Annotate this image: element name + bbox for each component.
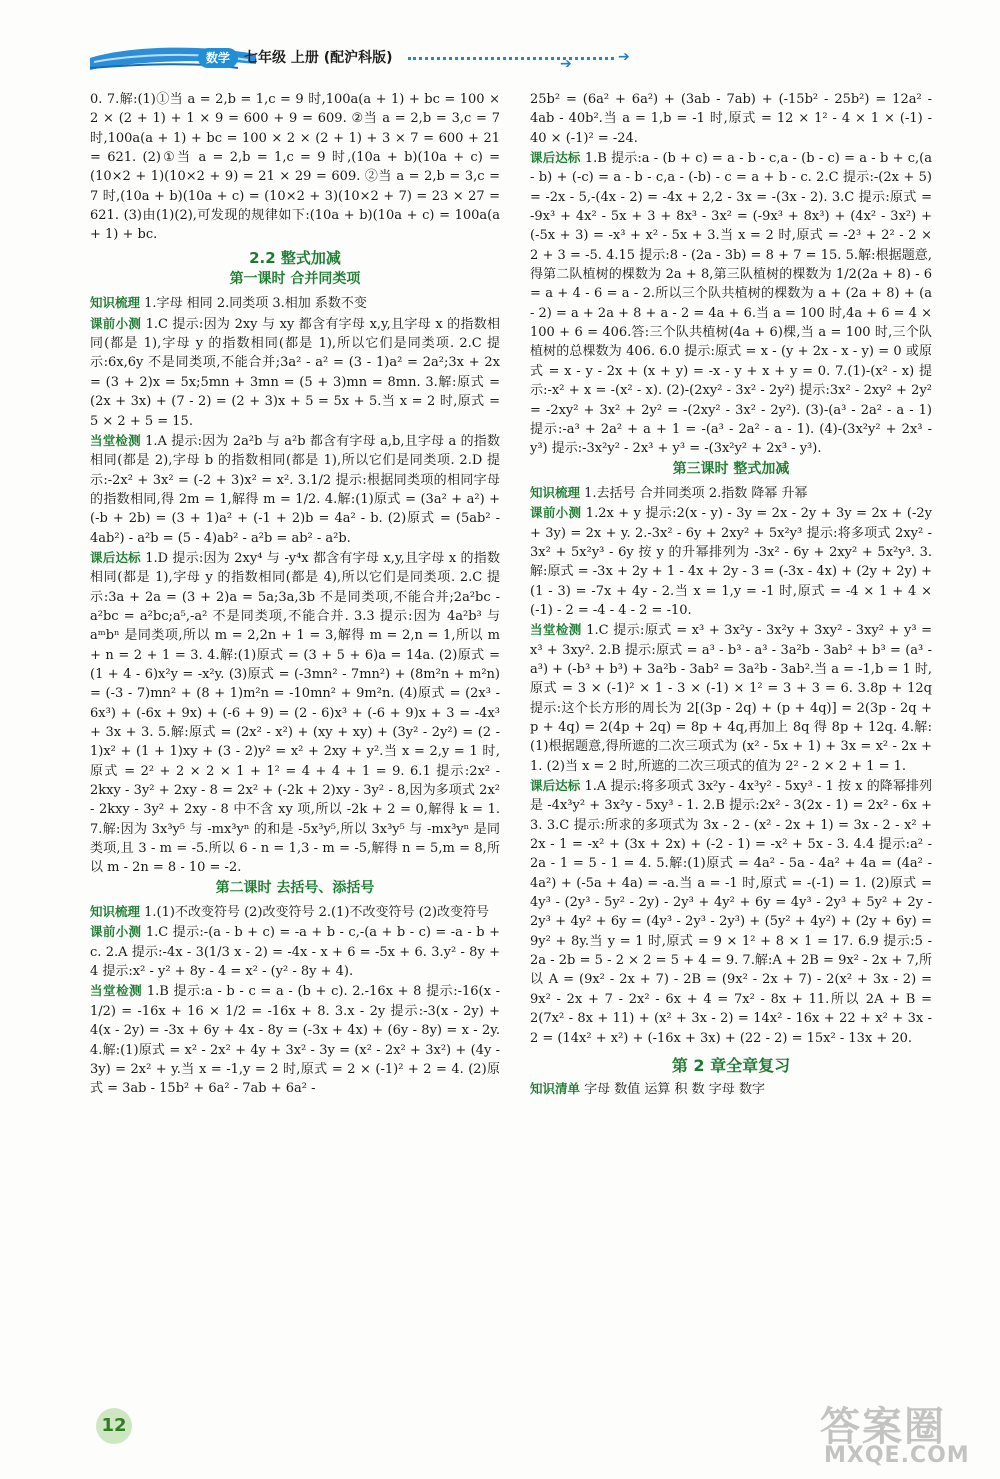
answer-paragraph	[530, 90, 932, 148]
section-label: 当堂检测	[90, 983, 143, 999]
answer-text: 1.D 提示:因为 2xy⁴ 与 -y⁴x 都含有字母 x,y,且字母 x 的指数相同(都是 1),字母 y 的指数相同(都是 4),所以它们是同类项. 2.C 提示:3a + 2a = (3 + 2)a = 5a;3a,3b 不是同类项,不能合并;2a²bc - a²bc = a²bc;a⁵,-a² 不是同类项,不能合并. 3.3 提示:因为 4a²b³ 与 aᵐbⁿ 是同类项,所以 m = 2,2n + 1 = 3,解得 m = 2,n = 1,所以 m + n = 2 + 1 = 3. 4.解:(1)原式 = (3 + 5 + 6)a = 14a. (2)原式 = (1 + 4 - 6)x²y = -x²y. (3)原式 = (-3mn² - 7mn²) + (8m²n + m²n) = (-3 - 7)mn² + (8 + 1)m²n = -10mn² + 9m²n. (4)原式 = (2x³ - 6x³) + (-6x + 9x) + (-6 + 9) = (2 - 6)x³ + (-6 + 9)x + 3 = -4x³ + 3x + 3. 5.解:原式 = (2x² - x²) + (xy + xy) + (3y² - 2y²) = (2 - 1)x² + (1 + 1)xy + (3 - 2)y² = x² + 2xy + y².当 x = 2,y = 1 时,原式 = 2² + 2 × 2 × 1 + 1² = 4 + 4 + 1 = 9. 6.1 提示:2x² - 2kxy - 3y² + 2xy - 8 = 2x² + (-2k + 2)xy - 3y² - 8,因为多项式 2x² - 2kxy - 3y² + 2xy - 8 中不含 xy 项,所以 -2k + 2 = 0,解得 k = 1. 7.解:因为 3x³y⁵ 与 -mx³yⁿ 的和是 -5x³y⁵,所以 3x³y⁵ 与 -mx³yⁿ 是同类项,且 3 - m = -5.所以 6 - n = 1,3 - m = -5,解得 n = 5,m = 8,所以 m - 2n = 8 - 10 = -2.	[90, 550, 500, 876]
answer-paragraph	[530, 776, 932, 1048]
answer-text: 1.A 提示:将多项式 3x²y - 4x³y² - 5xy³ - 1 按 x 的降幂排列是 -4x³y² + 3x²y - 5xy³ - 1. 2.B 提示:2x² - 3(2x - 1) = 2x² - 6x + 3. 3.C 提示:所求的多项式为 3x - 2 - (x² - 2x + 1) = 3x - 2 - x² + 2x - 1 = -x² + (3x + 2x) + (-2 - 1) = -x² + 5x - 3. 4.4 提示:a² - 2a - 1 = 5 - 1 = 4. 5.解:(1)原式 = 4a² - 5a - 4a² + 4a = (4a² - 4a²) + (-5a + 4a) = -a.当 a = -1 时,原式 = -(-1) = 1. (2)原式 = 4y³ - (2y³ - 5y² - 2y) - 2y³ + 4y² + 6y = 4y³ - 2y³ + 5y² + 2y - 2y³ + 4y² + 6y = (4y³ - 2y³ - 2y³) + (5y² + 4y²) + (2y + 6y) = 9y² + 8y.当 y = 1 时,原式 = 9 × 1² + 8 × 1 = 17. 6.9 提示:5 - 2a - 2b = 5 - 2 × 2 = 5 + 4 = 9. 7.解:A + 2B = 9x² - 2x + 7,所以 A = (9x² - 2x + 7) - 2B = (9x² - 2x + 7) - 2(x² + 3x - 2) = 9x² - 2x + 7 - 2x² - 6x + 4 = 7x² - 8x + 11.所以 2A + B = 2(7x² - 8x + 11) + (x² + 3x - 2) = 14x² - 16x + 22 + x² + 3x - 2 = (14x² + x²) + (-16x + 3x) + (22 - 2) = 15x² - 13x + 20.	[530, 779, 932, 1046]
answer-paragraph	[90, 548, 500, 878]
subject-badge: 数学	[198, 48, 238, 68]
right-column	[530, 90, 932, 1100]
answer-text: 1.2x + y 提示:2(x - y) - 3y = 2x - 2y + 3y = 2x + (-2y + 3y) = 2x + y. 2.-3x² - 6y + 2xy² + 5x²y³ 提示:将多项式 2xy² - 3x² + 5x²y³ - 6y 按 y 的升幂排列为 -3x² - 6y + 2xy² + 5x²y³. 3.解:原式 = -3x + 2y + 1 - 4x + 2y - 3 = (-3x - 4x) + (2y + 2y) + (1 - 3) = -7x + 4y - 2.当 x = 1,y = -1 时,原式 = -4 × 1 + 4 × (-1) - 2 = -4 - 4 - 2 = -10.	[530, 506, 932, 618]
answer-text: 1.字母 相同 2.同类项 3.相加 系数不变	[140, 296, 367, 312]
answer-paragraph	[530, 148, 932, 459]
section-label: 知识清单	[530, 1081, 581, 1097]
section-label: 课前小测	[90, 315, 142, 331]
answer-text: 字母 数值 运算 积 数 字母 数字	[580, 1082, 765, 1098]
answer-paragraph	[530, 620, 932, 776]
section-heading: 2.2 整式加减	[249, 248, 341, 267]
book-title: 七年级 上册 (配沪科版)	[244, 50, 393, 66]
answer-paragraph	[90, 922, 500, 981]
answer-text: 1.去括号 合并同类项 2.指数 降幂 升幂	[580, 485, 808, 501]
section-label: 课后达标	[530, 150, 581, 166]
lesson-heading: 第三课时 整式加减	[672, 460, 790, 477]
page-number: 12	[96, 1408, 132, 1444]
arrow-right-icon: ➔	[560, 56, 572, 72]
chapter-review-heading: 第 2 章全章复习	[671, 1055, 791, 1075]
arrow-right-icon: ➔	[618, 49, 630, 65]
answer-paragraph	[90, 981, 500, 1098]
answer-paragraph	[90, 314, 500, 431]
answer-text: 1.(1)不改变符号 (2)改变符号 2.(1)不改变符号 (2)改变符号	[140, 905, 490, 921]
lesson-heading: 第一课时 合并同类项	[229, 271, 361, 288]
answer-paragraph	[90, 90, 500, 245]
answer-text: 1.C 提示:原式 = x³ + 3x²y - 3x²y + 3xy² - 3xy² + y³ = x³ + 3xy². 2.B 提示:原式 = a³ - b³ - a³ - 3a²b - 3ab² + b³ = (a³ - a³) + (-b³ + b³) + 3a²b - 3ab² = 3a²b - 3ab².当 a = -1,b = 1 时,原式 = 3 × (-1)² × 1 - 3 × (-1) × 1² = 3 + 3 = 6. 3.8p + 12q 提示:这个长方形的周长为 2[(3p - 2q) + (p + 4q)] = 2(3p - 2q + p + 4q) = 2(4p + 2q) = 8p + 4q,再加上 8q 得 8p + 12q. 4.解:(1)根据题意,得所遮的二次三项式为 (x² - 5x + 1) + 3x = x² - 2x + 1. (2)当 x = 2 时,所遮的二次三项式的值为 2² - 2 × 2 + 1 = 1.	[530, 623, 932, 774]
answer-paragraph	[90, 431, 500, 548]
section-label: 知识梳理	[530, 484, 581, 500]
section-label: 课前小测	[90, 924, 142, 940]
watermark-logo	[820, 1395, 990, 1475]
answer-paragraph	[530, 503, 932, 620]
section-label: 当堂检测	[90, 432, 141, 448]
answer-paragraph	[530, 483, 932, 503]
answer-text: 1.A 提示:因为 2a²b 与 a²b 都含有字母 a,b,且字母 a 的指数相同(都是 2),字母 b 的指数相同(都是 1),所以它们是同类项. 2.D 提示:-2x² + 3x² = (-2 + 3)x² = x². 3.1/2 提示:根据同类项的相同字母的指数相同,得 2m = 1,解得 m = 1/2. 4.解:(1)原式 = (3a² + a²) + (-b + 2b) = (3 + 1)a² + (-1 + 2)b = 4a² - b. (2)原式 = (5ab² - 4ab²) - a²b = (5 - 4)ab² - a²b = ab² - a²b.	[90, 433, 500, 546]
answer-paragraph	[90, 902, 500, 922]
watermark-url: MXQE.COM	[824, 1443, 970, 1468]
section-label: 课后达标	[90, 549, 141, 565]
left-column	[90, 90, 500, 1099]
answer-text: 1.C 提示:因为 2xy 与 xy 都含有字母 x,y,且字母 x 的指数相同(都是 1),字母 y 的指数相同(都是 1),所以它们是同类项. 2.C 提示:6x,6y 不是同类项,不能合并;3a² - a² = (3 - 1)a² = 2a²;3x + 2x = (3 + 2)x = 5x;5mn + 3mn = (5 + 3)mn = 8mn. 3.解:原式 = (2x + 3x) + (7 - 2) = (2 + 3)x + 5 = 5x + 5.当 x = 2 时,原式 = 5 × 2 + 5 = 15.	[90, 316, 500, 429]
answer-text: 1.B 提示:a - (b + c) = a - b - c,a - (b - c) = a - b + c,(a - b) + (-c) = a - b - c,a - (-b) - c = a + b - c. 2.C 提示:-(2x + 5) = -2x - 5,-(4x - 2) = -4x + 2,2 - 3x = -(3x - 2). 3.C 提示:原式 = -9x³ + 4x² - 5x + 3 + 8x³ - 3x² = (-9x³ + 8x³) + (4x² - 3x²) + (-5x + 3) = -x³ + x² - 5x + 3.当 x = 2 时,原式 = -2³ + 2² - 2 × 2 + 3 = -5. 4.15 提示:8 - (2a - 3b) = 8 + 7 = 15. 5.解:根据题意,得第二队植树的棵数为 2a + 8,第三队植树的棵数为 1/2(2a + 8) - 6 = a + 4 - 6 = a - 2.所以三个队共植树的棵数为 a + (2a + 8) + (a - 2) = a + 2a + 8 + a - 2 = 4a + 6.当 a = 100 时,4a + 6 = 4 × 100 + 6 = 406.答:三个队共植树(4a + 6)棵,当 a = 100 时,三个队植树的总棵数为 406. 6.0 提示:原式 = x - (y + 2x - x - y) = 0 或原式 = x - y - 2x + (x + y) = -x - y + x + y = 0. 7.(1)-(x² - x) 提示:-x² + x = -(x² - x). (2)-(2xy² - 3x² - 2y²) 提示:3x² - 2xy² + 2y² = -2xy² + 3x² + 2y² = -(2xy² - 3x² - 2y²). (3)-(a³ - 2a² - a - 1) 提示:-a³ + 2a² + a + 1 = -(a³ - 2a² - a - 1). (4)-(3x²y² + 2x³ - y³) 提示:-3x²y² - 2x³ + y³ = -(3x²y² + 2x³ - y³).	[530, 151, 932, 457]
answer-text: 1.B 提示:a - b - c = a - (b + c). 2.-16x + 8 提示:-16(x - 1/2) = -16x + 16 × 1/2 = -16x + 8. 3.x - 2y 提示:-3(x - 2y) + 4(x - 2y) = -3x + 6y + 4x - 8y = (-3x + 4x) + (6y - 8y) = x - 2y. 4.解:(1)原式 = x² - 2x² + 4y + 3x² - 3y = (x² - 2x² + 3x²) + (4y - 3y) = 2x² + y.当 x = -1,y = 2 时,原式 = 2 × (-1)² + 2 = 4. (2)原式 = 3ab - 15b² + 6a² - 7ab + 6a² -	[90, 984, 500, 1097]
header-dotted-line	[408, 57, 614, 60]
page-header	[0, 0, 1000, 80]
answer-text: 1.C 提示:-(a - b + c) = -a + b - c,-(a + b - c) = -a - b + c. 2.A 提示:-4x - 3(1/3 x - 2) = -4x - x + 6 = -5x + 6. 3.y² - 8y + 4 提示:x² - y² + 8y - 4 = x² - (y² - 8y + 4).	[90, 925, 500, 980]
section-label: 当堂检测	[530, 622, 582, 638]
section-label: 课后达标	[530, 778, 581, 794]
section-label: 知识梳理	[90, 295, 141, 311]
lesson-heading: 第二课时 去括号、添括号	[215, 879, 375, 896]
section-label: 课前小测	[530, 505, 582, 521]
answer-text: 0. 7.解:(1)①当 a = 2,b = 1,c = 9 时,100a(a + 1) + bc = 100 × 2 × (2 + 1) + 1 × 9 = 600 + 9 = 609. ②当 a = 2,b = 3,c = 7 时,100a(a + 1) + bc = 100 × 2 × (2 + 1) + 3 × 7 = 600 + 21 = 621. (2)①当 a = 2,b = 1,c = 9 时,(10a + b)(10a + c) = (10×2 + 1)(10×2 + 9) = 21 × 29 = 609. ②当 a = 2,b = 3,c = 7 时,(10a + b)(10a + c) = (10×2 + 3)(10×2 + 7) = 23 × 27 = 621. (3)由(1)(2),可发现的规律如下:(10a + b)(10a + c) = 100a(a + 1) + bc.	[90, 92, 500, 243]
answer-paragraph	[90, 293, 500, 313]
watermark-text: 答案圈	[820, 1404, 946, 1450]
section-label: 知识梳理	[90, 904, 141, 920]
answer-paragraph	[530, 1079, 932, 1099]
answer-text: 25b² = (6a² + 6a²) + (3ab - 7ab) + (-15b² - 25b²) = 12a² - 4ab - 40b².当 a = 1,b = -1 时,原式 = 12 × 1² - 4 × 1 × (-1) - 40 × (-1)² = -24.	[530, 92, 932, 146]
